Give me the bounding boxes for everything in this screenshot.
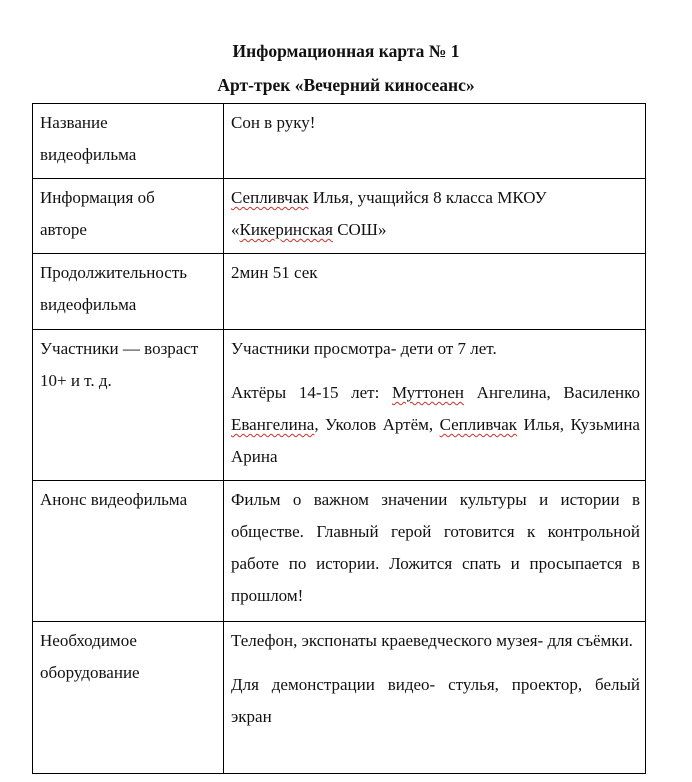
value-paragraph: 2мин 51 сек: [231, 263, 318, 282]
value-paragraph: Для демонстрации видео- стулья, проектор, белый экран: [231, 675, 640, 726]
value-paragraph: Актёры 14-15 лет: Муттонен Ангелина, Василенко Евангелина, Уколов Артём, Сепливчак Илья, Кузьмина Арина: [231, 383, 640, 466]
row-label-announcement: Анонс видеофильма: [33, 481, 224, 622]
spellcheck-flagged-word: Сепливчак: [231, 188, 309, 207]
row-value-announcement: [224, 481, 646, 622]
table-row: [33, 481, 646, 622]
value-paragraph: Участники просмотра- дети от 7 лет.: [231, 339, 497, 358]
value-paragraph: Фильм о важном значении культуры и истории в обществе. Главный герой готовится к контрольной работе по истории. Ложится спать и просыпается в прошлом!: [231, 490, 640, 605]
row-label-participants: Участники — возраст 10+ и т. д.: [33, 330, 224, 481]
spellcheck-flagged-word: Евангелина: [231, 415, 315, 434]
row-label-author-info: Информация об авторе: [33, 179, 224, 254]
spellcheck-flagged-word: Сепливчак: [439, 415, 518, 434]
row-value-author-info: [224, 179, 646, 254]
table-row: [33, 330, 646, 481]
table-row: [33, 104, 646, 179]
value-paragraph: Сепливчак Илья, учащийся 8 класса МКОУ «Кикеринская СОШ»: [231, 188, 547, 239]
row-label-equipment: Необходимое оборудование: [33, 622, 224, 774]
row-value-equipment: [224, 622, 646, 774]
row-label-duration: Продолжительность видеофильма: [33, 254, 224, 330]
info-table: [32, 103, 646, 774]
value-paragraph: Телефон, экспонаты краеведческого музея- для съёмки.: [231, 631, 633, 650]
row-label-video-title: Название видеофильма: [33, 104, 224, 179]
spellcheck-flagged-word: Муттонен: [391, 383, 465, 402]
document-subtitle: Арт-трек «Вечерний киносеанс»: [217, 75, 475, 95]
spellcheck-flagged-word: Кикеринская: [239, 220, 333, 239]
table-row: [33, 254, 646, 330]
row-value-participants: [224, 330, 646, 481]
value-paragraph: Сон в руку!: [231, 113, 316, 132]
row-value-duration: [224, 254, 646, 330]
table-row: [33, 179, 646, 254]
document-title: Информационная карта № 1: [232, 41, 460, 61]
row-value-video-title: [224, 104, 646, 179]
table-row: [33, 622, 646, 774]
